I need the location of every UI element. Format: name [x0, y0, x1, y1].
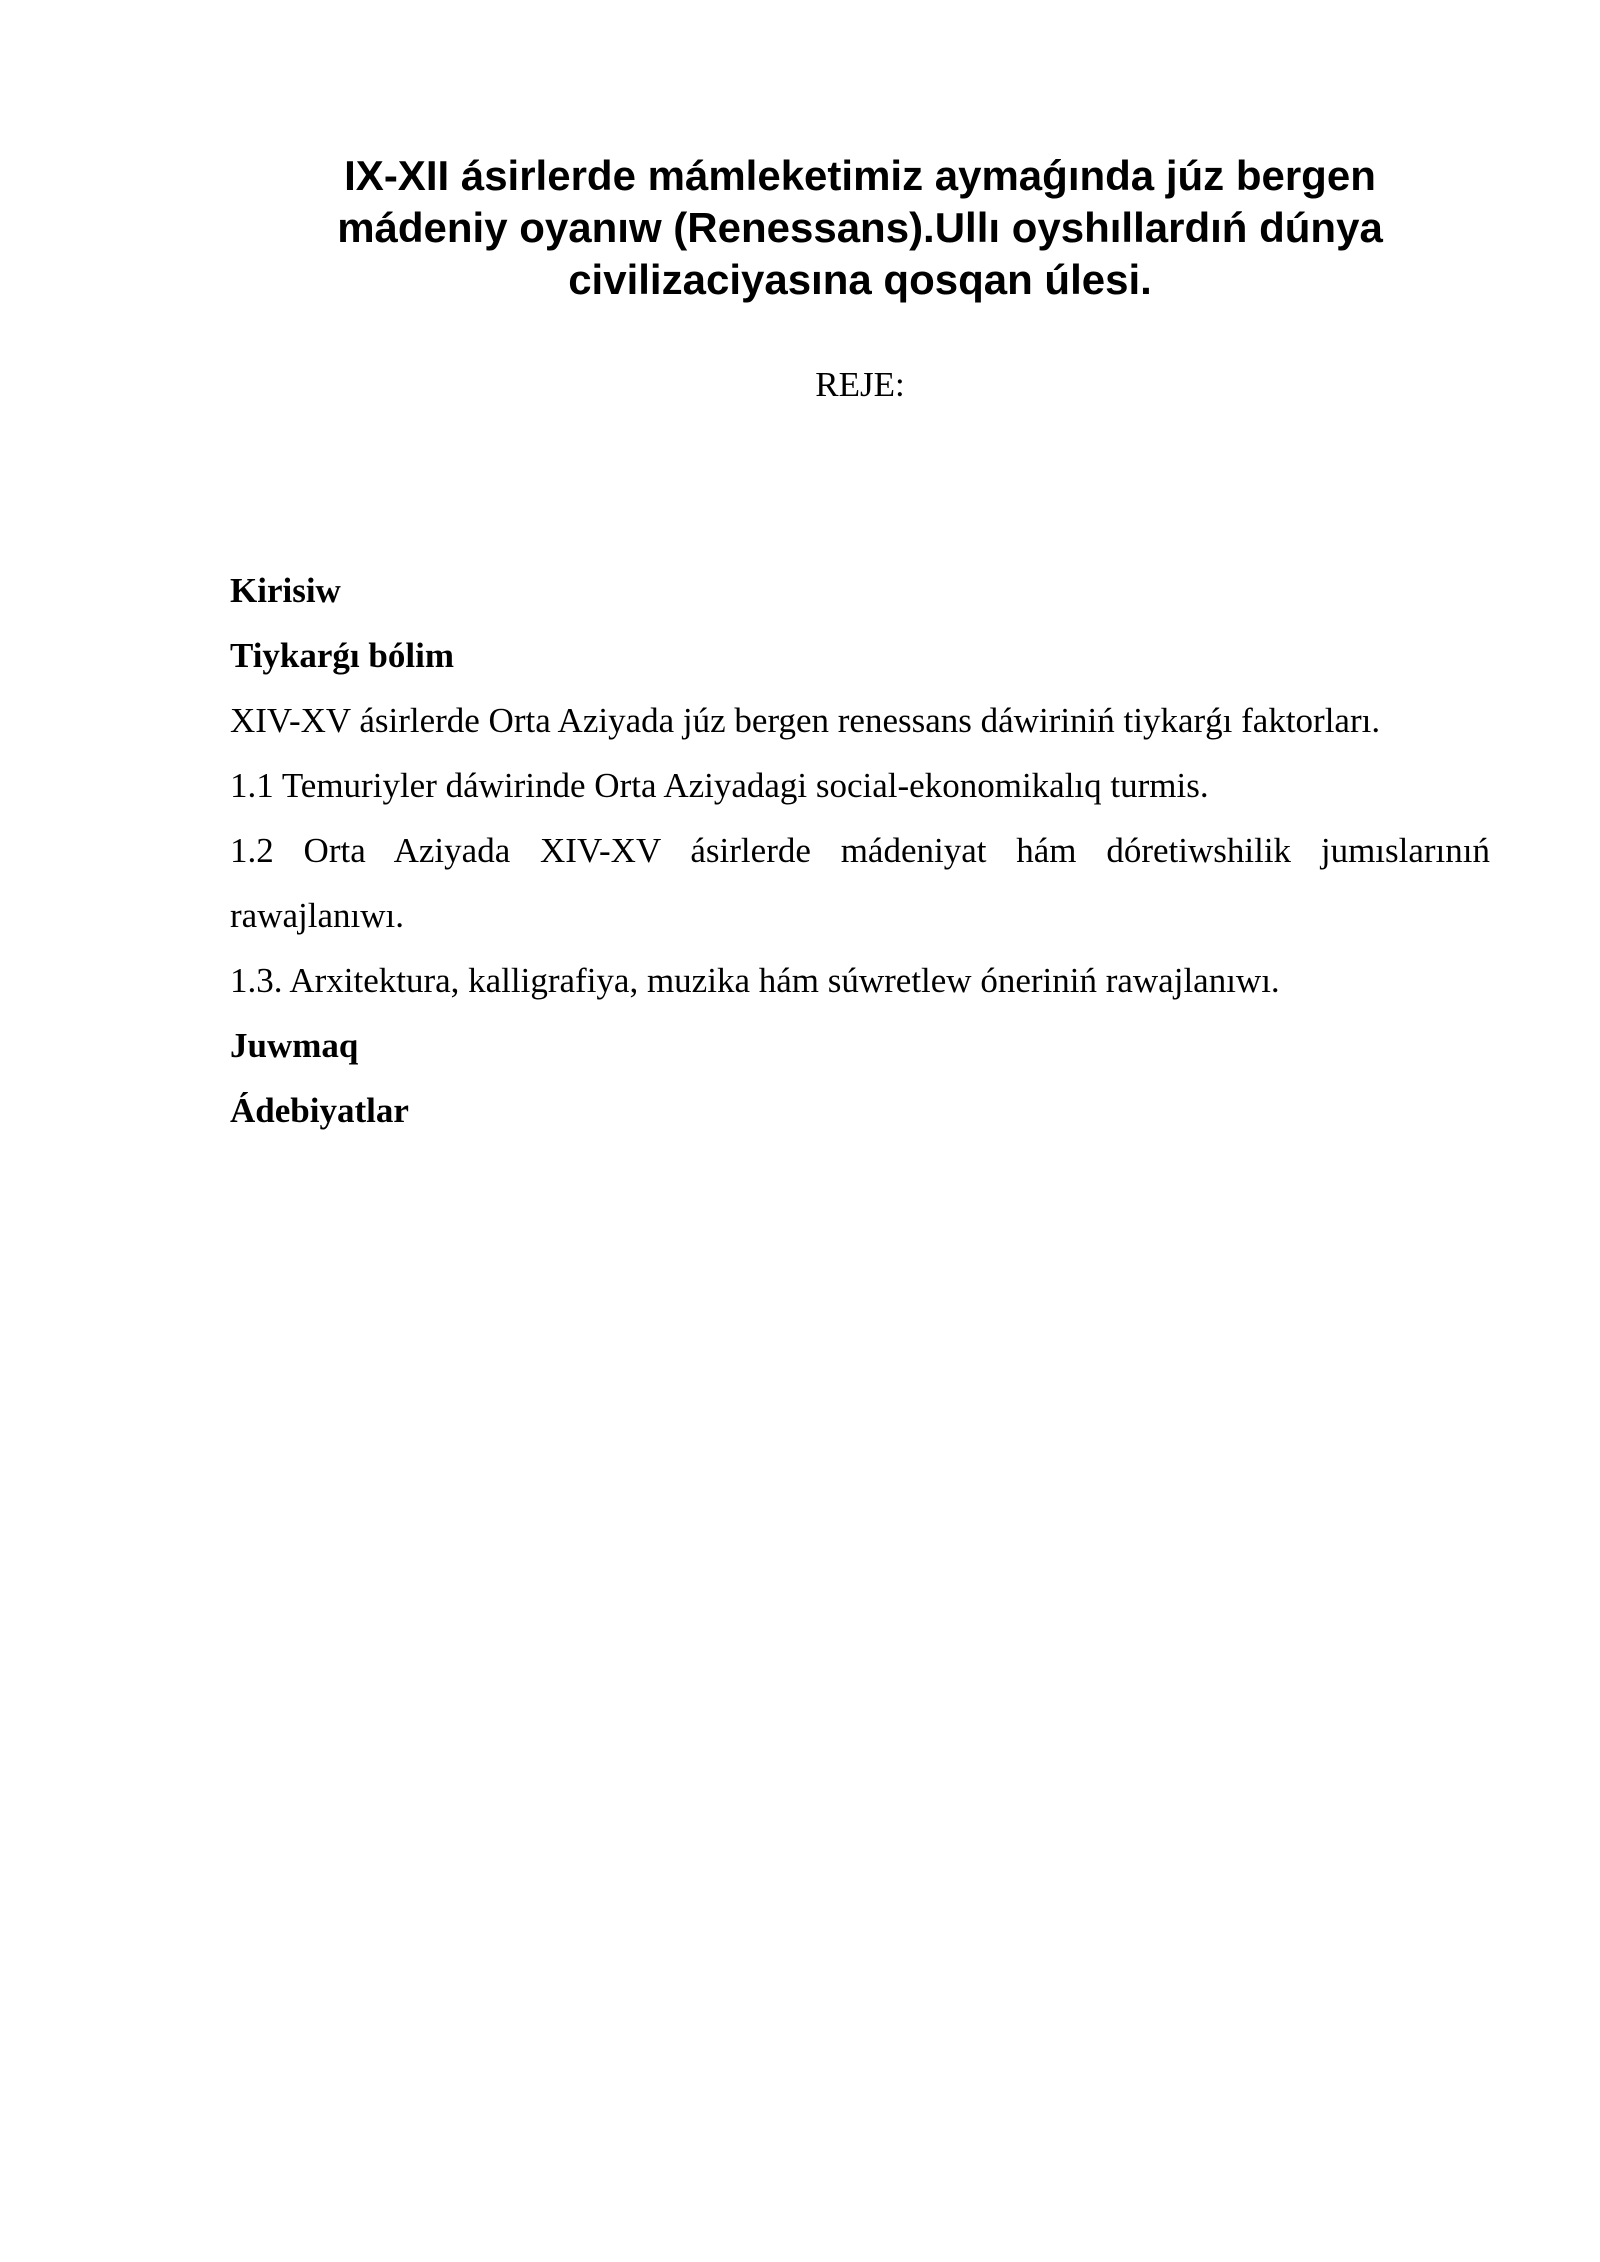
document-title [230, 150, 1490, 306]
plan-item-main-part: Tiykarǵı bólim [230, 636, 454, 675]
plan-item-section-1-2-line1: 1.2 Orta Aziyada XIV-XV ásirlerde mádeniyat hám dóretiwshilik jumıslarınıń [230, 831, 1490, 870]
plan-list [230, 558, 1490, 1143]
plan-item-introduction: Kirisiw [230, 571, 341, 610]
title-line: mádeniy oyanıw (Renessans).Ullı oyshıllardıń dúnya [337, 204, 1383, 251]
plan-item-conclusion: Juwmaq [230, 1026, 359, 1065]
plan-item-section-1-1: 1.1 Temuriyler dáwirinde Orta Aziyadagi social-ekonomikalıq turmis. [230, 766, 1209, 805]
plan-item-main-topic: XIV-XV ásirlerde Orta Aziyada júz bergen renessans dáwiriniń tiykarǵı faktorları. [230, 701, 1381, 740]
plan-item-references: Ádebiyatlar [230, 1091, 409, 1130]
title-line: IX-XII ásirlerde mámleketimiz aymaǵında júz bergen [344, 152, 1376, 199]
plan-heading: REJE: [815, 365, 905, 404]
title-line: civilizaciyasına qosqan úlesi. [568, 256, 1152, 303]
plan-item-section-1-3: 1.3. Arxitektura, kalligrafiya, muzika hám súwretlew óneriniń rawajlanıwı. [230, 961, 1280, 1000]
plan-item-section-1-2 [230, 818, 1490, 948]
plan-item-section-1-2-line2: rawajlanıwı. [230, 896, 404, 935]
